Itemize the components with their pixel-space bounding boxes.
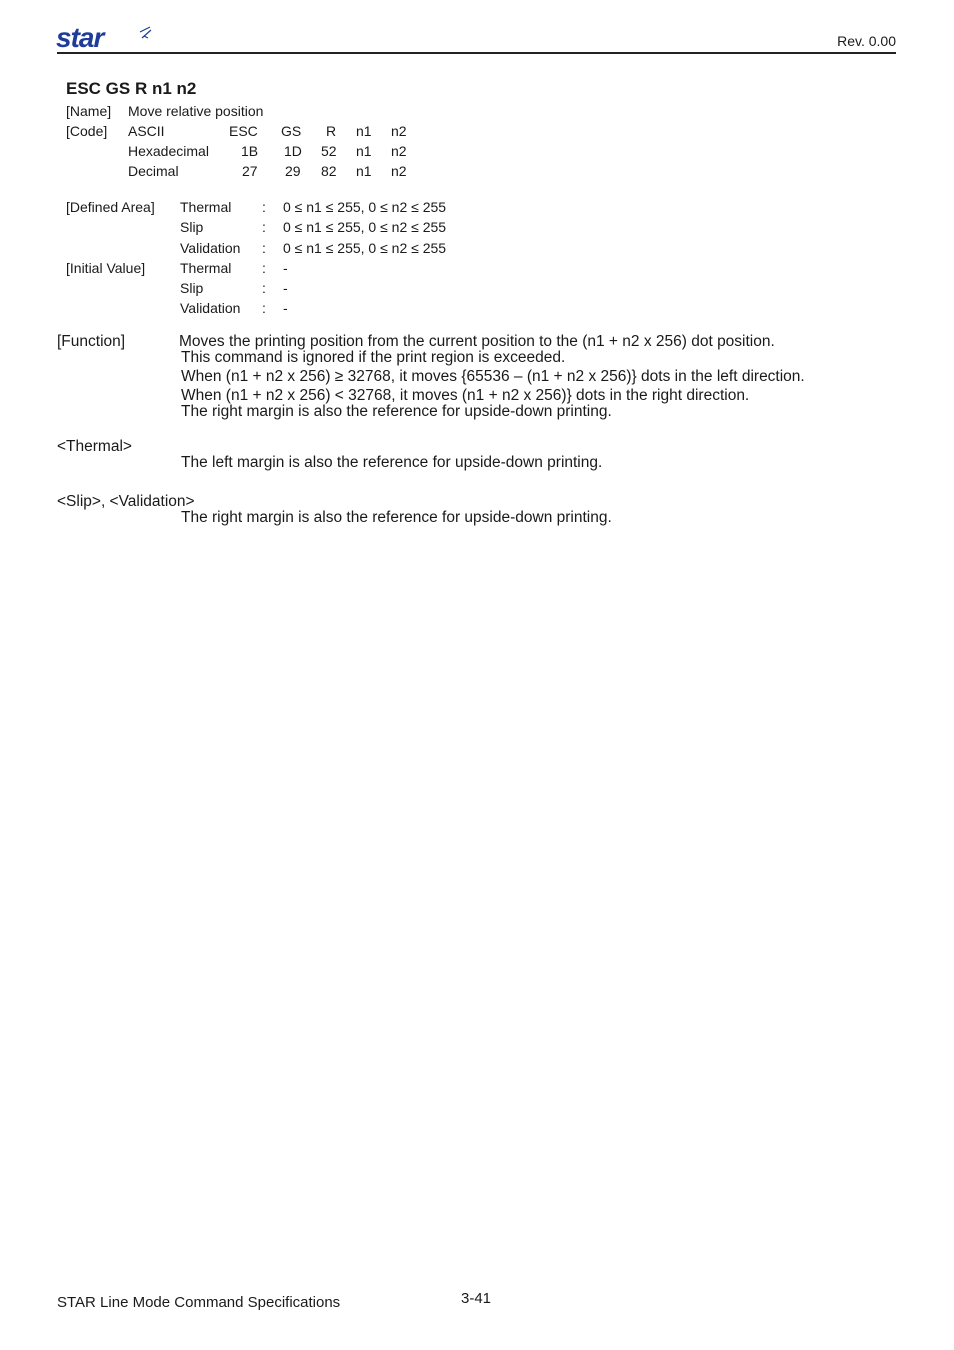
initial-value: -	[283, 260, 288, 276]
initial-value: -	[283, 300, 288, 316]
code-value: n2	[391, 143, 407, 159]
code-type: ASCII	[128, 123, 165, 139]
revision-label: Rev. 0.00	[837, 33, 896, 49]
function-line: The right margin is also the reference for upside-down printing.	[181, 403, 612, 420]
code-value: 1D	[284, 143, 302, 159]
range-value: 0 ≤ n1 ≤ 255, 0 ≤ n2 ≤ 255	[283, 240, 447, 256]
code-value: 29	[285, 163, 301, 179]
code-value: GS	[281, 123, 302, 139]
initial-value-label: [Initial Value]	[66, 260, 146, 276]
function-line: Moves the printing position from the current position to the (n1 + n2 x 256) dot position.	[179, 333, 775, 350]
mode-label: Validation	[180, 240, 241, 256]
code-value: n2	[391, 163, 407, 179]
code-value: 1B	[241, 143, 259, 159]
code-value: ESC	[229, 123, 258, 139]
mode-label: Thermal	[180, 199, 232, 215]
defined-area-label: [Defined Area]	[66, 199, 155, 215]
separator: :	[262, 199, 266, 215]
svg-text:star: star	[56, 24, 104, 52]
code-value: 52	[321, 143, 337, 159]
slip-note-label: <Slip>, <Validation>	[57, 493, 195, 510]
code-value: R	[326, 123, 337, 139]
function-line: When (n1 + n2 x 256) < 32768, it moves (n1 + n2 x 256)} dots in the right direction.	[181, 387, 750, 404]
separator: :	[262, 219, 266, 235]
thermal-note-text: The left margin is also the reference for upside-down printing.	[181, 454, 603, 471]
separator: :	[262, 280, 266, 296]
name-label: [Name]	[66, 103, 112, 119]
range-value: 0 ≤ n1 ≤ 255, 0 ≤ n2 ≤ 255	[283, 219, 447, 235]
function-line: When (n1 + n2 x 256) ≥ 32768, it moves {65536 – (n1 + n2 x 256)} dots in the left direction.	[181, 368, 805, 385]
mode-label: Slip	[180, 280, 204, 296]
code-value: n1	[356, 123, 372, 139]
separator: :	[262, 300, 266, 316]
code-label: [Code]	[66, 123, 108, 139]
code-type: Decimal	[128, 163, 179, 179]
separator: :	[262, 260, 266, 276]
function-line: This command is ignored if the print region is exceeded.	[181, 349, 566, 366]
mode-label: Validation	[180, 300, 241, 316]
function-label: [Function]	[57, 333, 126, 350]
header-divider	[57, 52, 896, 54]
slip-note-text: The right margin is also the reference for upside-down printing.	[181, 509, 612, 526]
footer-doc-title: STAR Line Mode Command Specifications	[57, 1294, 341, 1311]
thermal-note-label: <Thermal>	[57, 438, 132, 455]
mode-label: Thermal	[180, 260, 232, 276]
code-type: Hexadecimal	[128, 143, 209, 159]
initial-value: -	[283, 280, 288, 296]
code-value: 82	[321, 163, 337, 179]
code-value: n1	[356, 143, 372, 159]
star-logo	[56, 24, 152, 52]
mode-label: Slip	[180, 219, 204, 235]
code-value: n1	[356, 163, 372, 179]
range-value: 0 ≤ n1 ≤ 255, 0 ≤ n2 ≤ 255	[283, 199, 447, 215]
code-value: 27	[242, 163, 258, 179]
name-value: Move relative position	[128, 103, 264, 119]
page-number: 3-41	[461, 1290, 492, 1307]
command-title: ESC GS R n1 n2	[66, 79, 197, 98]
code-value: n2	[391, 123, 407, 139]
separator: :	[262, 240, 266, 256]
